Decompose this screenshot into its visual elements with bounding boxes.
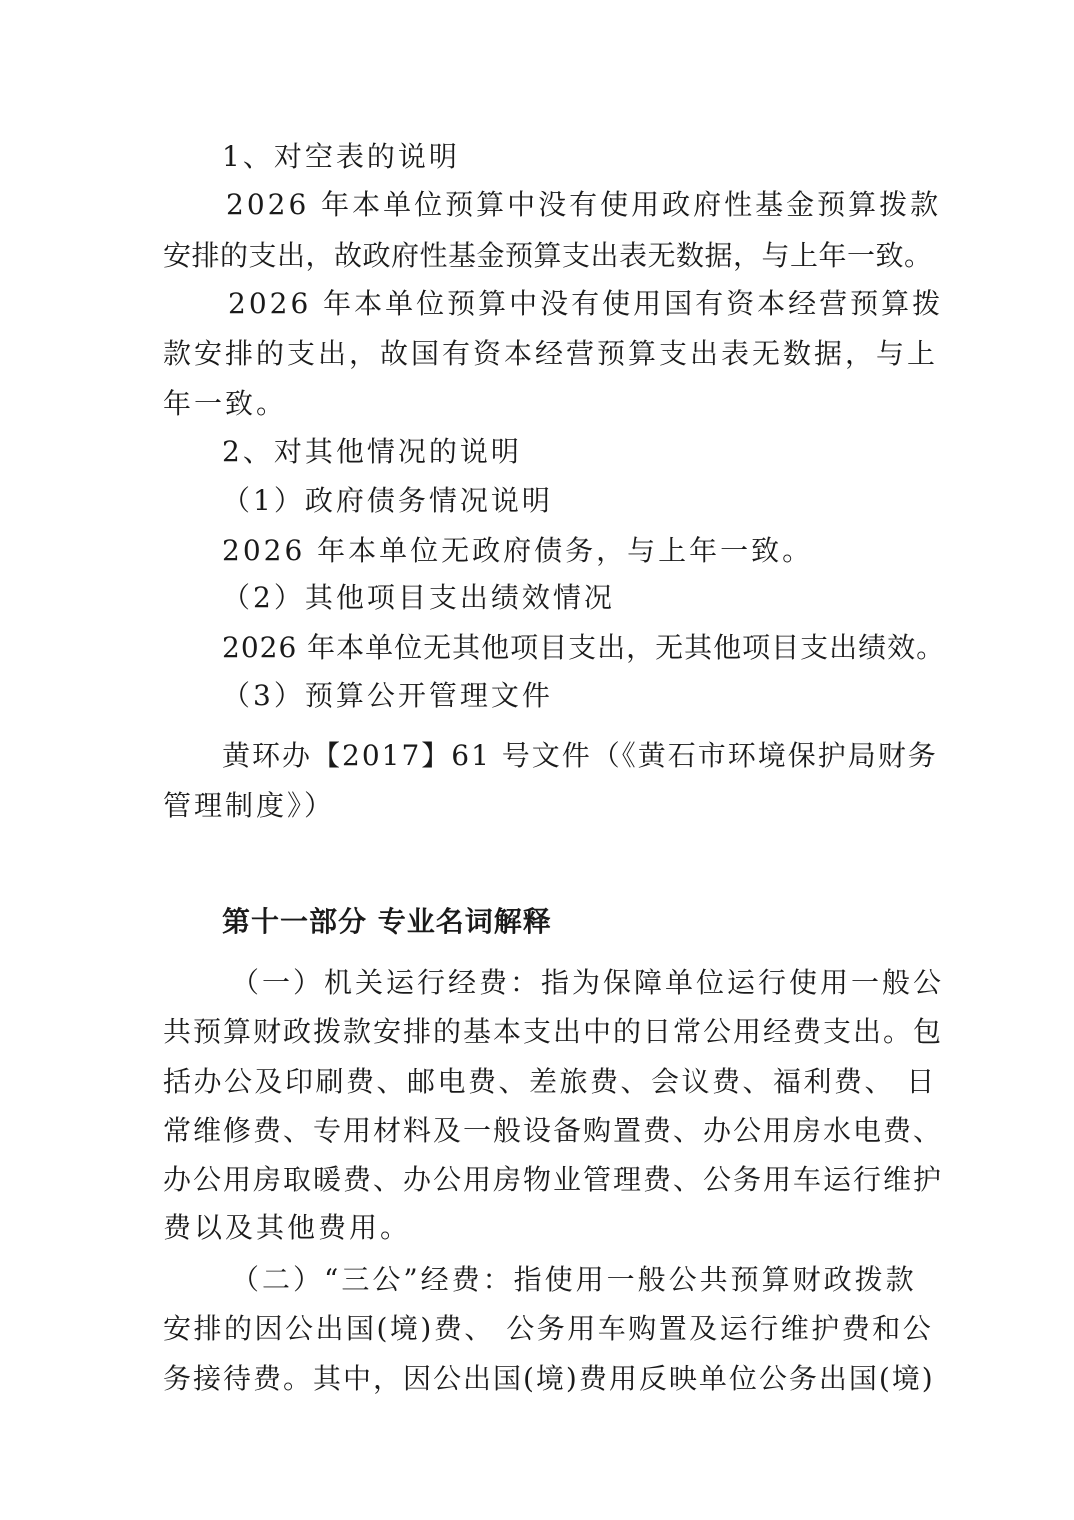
subheading-empty-tables: 1、对空表的说明 [222,140,460,173]
paragraph-line: 括办公及印刷费、邮电费、差旅费、会议费、福利费、 日 [163,1065,937,1098]
paragraph-line: 2026 年本单位预算中没有使用政府性基金预算拨款 [226,188,942,221]
item-heading-3: （3）预算公开管理文件 [222,679,553,712]
paragraph-line: 务接待费。其中，因公出国(境)费用反映单位公务出国(境) [163,1362,935,1395]
paragraph-line: 办公用房取暖费、办公用房物业管理费、公务用车运行维护 [163,1163,944,1196]
paragraph-line: 黄环办【2017】61 号文件（《黄石市环境保护局财务 [222,739,938,772]
paragraph-line: 年一致。 [163,387,288,420]
paragraph-line: 2026 年本单位无政府债务，与上年一致。 [222,534,814,567]
paragraph-line: （二）“三公”经费：指使用一般公共预算财政拨款 [231,1263,917,1296]
paragraph-line: 管理制度》） [163,789,336,822]
paragraph-line: 款安排的支出，故国有资本经营预算支出表无数据，与上 [163,337,939,370]
paragraph-line: 安排的支出，故政府性基金预算支出表无数据，与上年一致。 [163,239,933,272]
paragraph-line: 2026 年本单位预算中没有使用国有资本经营预算拨 [228,287,944,320]
paragraph-line: 安排的因公出国(境)费、 公务用车购置及运行维护费和公 [163,1312,934,1345]
item-heading-2: （2）其他项目支出绩效情况 [222,581,615,614]
subheading-other-notes: 2、对其他情况的说明 [222,435,522,468]
paragraph-line: 共预算财政拨款安排的基本支出中的日常公用经费支出。包 [163,1015,944,1048]
section-heading: 第十一部分 专业名词解释 [222,905,552,938]
paragraph-line: （一）机关运行经费：指为保障单位运行使用一般公 [231,966,945,999]
paragraph-line: 2026 年本单位无其他项目支出，无其他项目支出绩效。 [222,631,946,664]
paragraph-line: 常维修费、专用材料及一般设备购置费、办公用房水电费、 [163,1114,944,1147]
paragraph-line: 费以及其他费用。 [163,1211,412,1244]
item-heading-1: （1）政府债务情况说明 [222,484,553,517]
